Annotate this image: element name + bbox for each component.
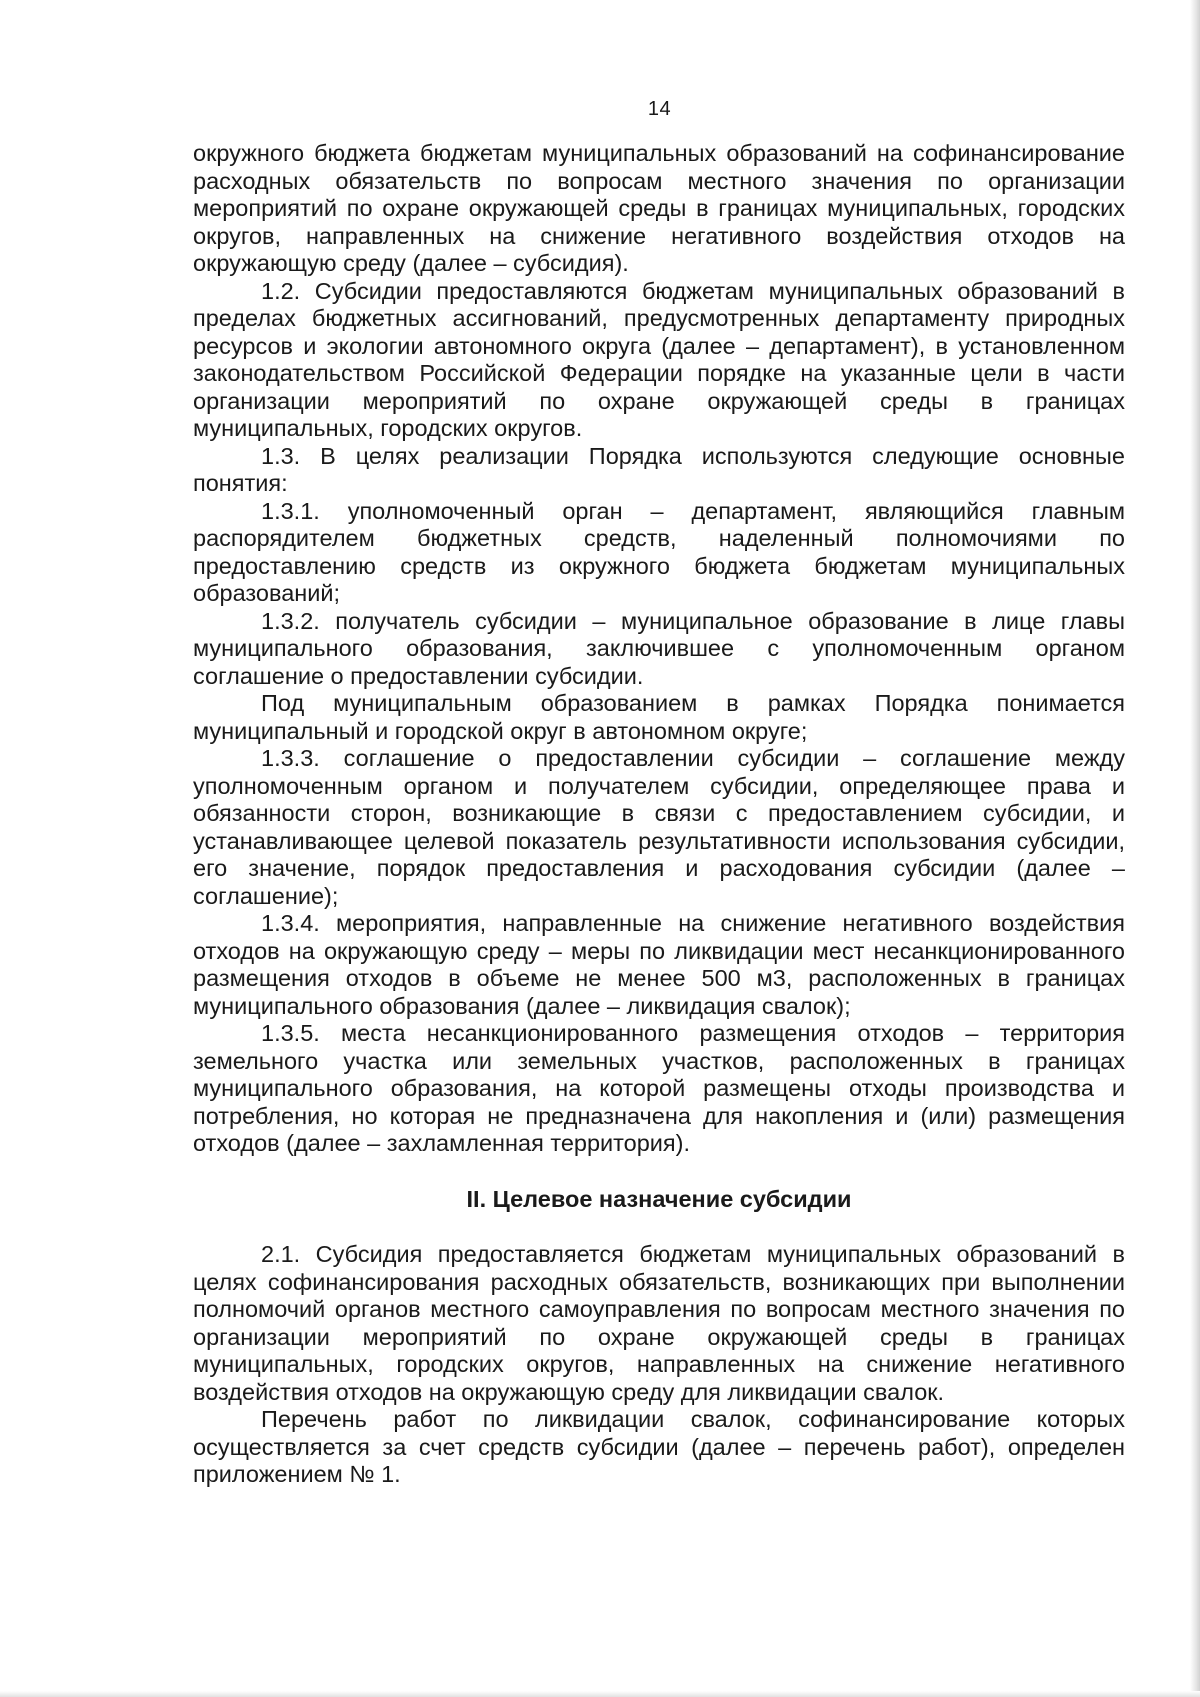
paragraph-1-3-1: 1.3.1. уполномоченный орган – департамент, являющийся главным распорядителем бюджетных средств, наделенный полномочиями по предоставлению средств из окружного бюджета бюджетам муниципальных образований; bbox=[193, 497, 1125, 606]
paragraph-2-1: 2.1. Субсидия предоставляется бюджетам муниципальных образований в целях софинансирования расходных обязательств, возникающих при выполнении полномочий органов местного самоуправления по вопросам местного значения по организации мероприятий по охране окружающей среды в границах муниципальных, городских округов, направленных на снижение негативного воздействия отходов на окружающую среду для ликвидации свалок. bbox=[193, 1241, 1125, 1405]
paragraph-1-3-2: 1.3.2. получатель субсидии – муниципальное образование в лице главы муниципального образования, заключившее с уполномоченным органом соглашение о предоставлении субсидии. bbox=[193, 607, 1125, 689]
page-bottom-edge bbox=[0, 1691, 1200, 1697]
section-heading: II. Целевое назначение субсидии bbox=[466, 1185, 852, 1212]
paragraph-1-3: 1.3. В целях реализации Порядка используются следующие основные понятия: bbox=[193, 442, 1125, 496]
paragraph-1-3-3: 1.3.3. соглашение о предоставлении субсидии – соглашение между уполномоченным органом и получателем субсидии, определяющее права и обязанности сторон, возникающие в связи с предоставлением субсидии, и устанавливающее целевой показатель результативности использования субсидии, его значение, порядок предоставления и расходования субсидии (далее – соглашение); bbox=[193, 745, 1125, 909]
page-edge-shadow bbox=[1190, 0, 1200, 1697]
paragraph-1-2: 1.2. Субсидии предоставляются бюджетам муниципальных образований в пределах бюджетных ассигнований, предусмотренных департаменту природных ресурсов и экологии автономного округа (далее – департамент), в установленном законодательством Российской Федерации порядке на указанные цели в части организации мероприятий по охране окружающей среды в границах муниципальных, городских округов. bbox=[193, 277, 1125, 441]
paragraph-continuation: окружного бюджета бюджетам муниципальных образований на софинансирование расходных обязательств по вопросам местного значения по организации мероприятий по охране окружающей среды в границах муниципальных, городских округов, направленных на снижение негативного воздействия отходов на окружающую среду (далее – субсидия). bbox=[193, 140, 1125, 276]
paragraph-1-3-4: 1.3.4. мероприятия, направленные на снижение негативного воздействия отходов на окружающую среду – меры по ликвидации мест несанкционированного размещения отходов в объеме не менее 500 м3, расположенных в границах муниципального образования (далее – ликвидация свалок); bbox=[193, 910, 1125, 1019]
paragraph-work-list: Перечень работ по ликвидации свалок, софинансирование которых осуществляется за счет средств субсидии (далее – перечень работ), определен приложением № 1. bbox=[193, 1406, 1125, 1487]
page-number: 14 bbox=[647, 98, 672, 120]
document-body bbox=[193, 140, 1125, 1489]
paragraph-municipal-definition: Под муниципальным образованием в рамках Порядка понимается муниципальный и городской округ в автономном округе; bbox=[193, 690, 1125, 744]
paragraph-1-3-5: 1.3.5. места несанкционированного размещения отходов – территория земельного участка или земельных участков, расположенных в границах муниципального образования, на которой размещены отходы производства и потребления, но которая не предназначена для накопления и (или) размещения отходов (далее – захламленная территория). bbox=[193, 1020, 1125, 1156]
